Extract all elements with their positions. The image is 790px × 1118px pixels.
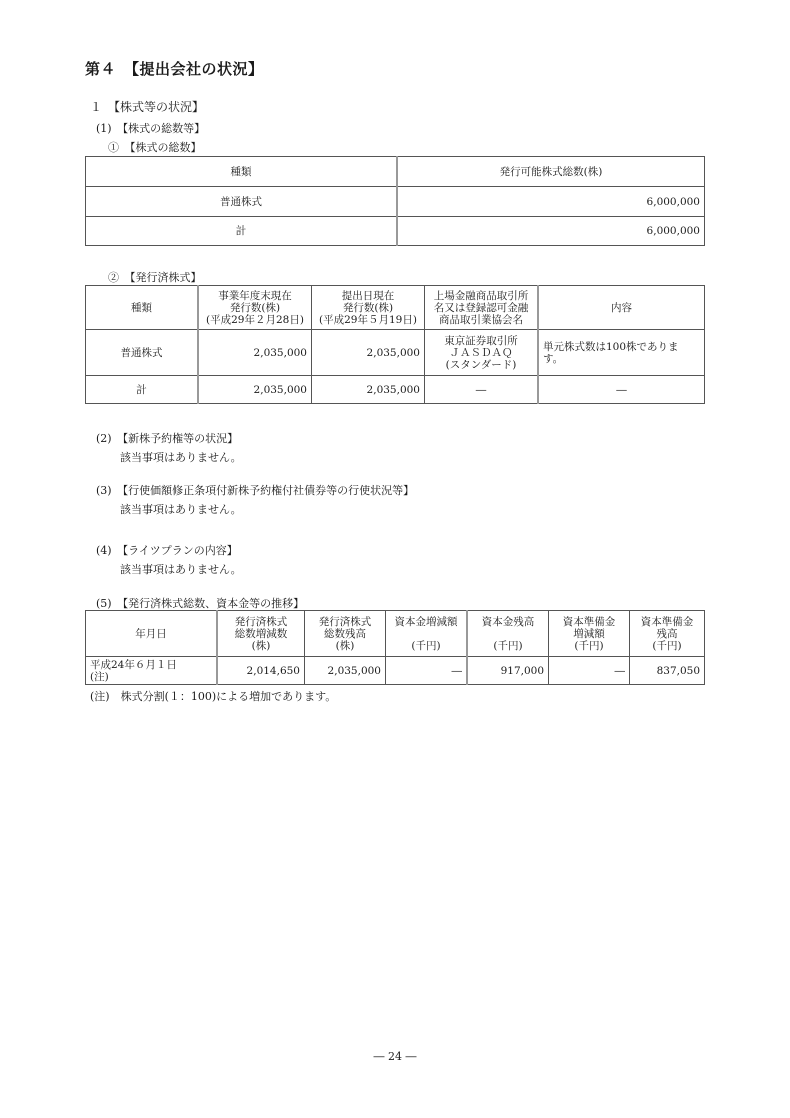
rights-plan-text: 該当事項はありません。 bbox=[120, 563, 242, 576]
page-number: ― 24 ― bbox=[373, 1050, 417, 1063]
header-content: 内容 bbox=[538, 286, 705, 330]
cell-reserve-balance: 837,050 bbox=[630, 657, 705, 685]
subsection-heading-rights-plan: (4) 【ライツプランの内容】 bbox=[96, 544, 238, 557]
header-reserve-balance: 資本準備金 残高 (千円) bbox=[630, 611, 705, 657]
cell-filing: 2,035,000 bbox=[312, 330, 425, 376]
header-authorized-total: 発行可能株式総数(株) bbox=[397, 157, 705, 187]
page-title: 第４ 【提出会社の状況】 bbox=[85, 60, 264, 78]
cell-authorized-total: 6,000,000 bbox=[397, 217, 705, 246]
cell-capital-change: ― bbox=[386, 657, 468, 685]
cell-fy-end: 2,035,000 bbox=[198, 330, 312, 376]
cell-fy-end-total: 2,035,000 bbox=[198, 376, 312, 404]
header-reserve-change: 資本準備金 増減額 (千円) bbox=[549, 611, 630, 657]
cell-authorized: 6,000,000 bbox=[397, 187, 705, 217]
cell-capital-balance: 917,000 bbox=[467, 657, 549, 685]
header-capital-balance: 資本金残高 (千円) bbox=[467, 611, 549, 657]
cell-content-total: ― bbox=[538, 376, 705, 404]
header-date: 年月日 bbox=[86, 611, 218, 657]
header-type: 種類 bbox=[86, 286, 199, 330]
authorized-shares-table bbox=[85, 156, 705, 246]
capital-history-table bbox=[85, 610, 705, 685]
header-shares-change: 発行済株式 総数増減数 (株) bbox=[217, 611, 305, 657]
issued-shares-table bbox=[85, 285, 705, 404]
cell-shares-balance: 2,035,000 bbox=[305, 657, 386, 685]
cell-exchange: 東京証券取引所 ＪＡＳＤＡＱ (スタンダード) bbox=[425, 330, 539, 376]
cell-shares-change: 2,014,650 bbox=[217, 657, 305, 685]
subsection-heading-rights: (2) 【新株予約権等の状況】 bbox=[96, 432, 239, 445]
cell-date: 平成24年６月１日 (注) bbox=[86, 657, 218, 685]
subsection-heading-capital-history: (5) 【発行済株式総数、資本金等の推移】 bbox=[96, 597, 305, 610]
header-exchange: 上場金融商品取引所 名又は登録認可金融 商品取引業協会名 bbox=[425, 286, 539, 330]
header-fy-end: 事業年度末現在 発行数(株) (平成29年２月28日) bbox=[198, 286, 312, 330]
cell-type-total: 計 bbox=[86, 217, 398, 246]
rights-status-text: 該当事項はありません。 bbox=[120, 451, 242, 464]
cell-content: 単元株式数は100株でありま す。 bbox=[538, 330, 705, 376]
cell-type: 普通株式 bbox=[86, 330, 199, 376]
capital-history-note: (注) 株式分割(１：100)による増加であります。 bbox=[90, 690, 337, 703]
cell-type: 普通株式 bbox=[86, 187, 398, 217]
subsection-heading-exercise: (3) 【行使価額修正条項付新株予約権付社債券等の行使状況等】 bbox=[96, 484, 415, 497]
cell-reserve-change: ― bbox=[549, 657, 630, 685]
header-capital-change: 資本金増減額 (千円) bbox=[386, 611, 468, 657]
subsection-heading-issued: ② 【発行済株式】 bbox=[108, 271, 202, 284]
subsection-heading-authorized: ① 【株式の総数】 bbox=[108, 141, 202, 154]
header-shares-balance: 発行済株式 総数残高 (株) bbox=[305, 611, 386, 657]
subsection-heading-total-shares: (1) 【株式の総数等】 bbox=[96, 122, 206, 135]
cell-filing-total: 2,035,000 bbox=[312, 376, 425, 404]
cell-type-total: 計 bbox=[86, 376, 199, 404]
exercise-status-text: 該当事項はありません。 bbox=[120, 503, 242, 516]
section-heading-stock-status: １ 【株式等の状況】 bbox=[90, 100, 205, 114]
header-type: 種類 bbox=[86, 157, 398, 187]
cell-exchange-total: ― bbox=[425, 376, 539, 404]
header-filing-date: 提出日現在 発行数(株) (平成29年５月19日) bbox=[312, 286, 425, 330]
